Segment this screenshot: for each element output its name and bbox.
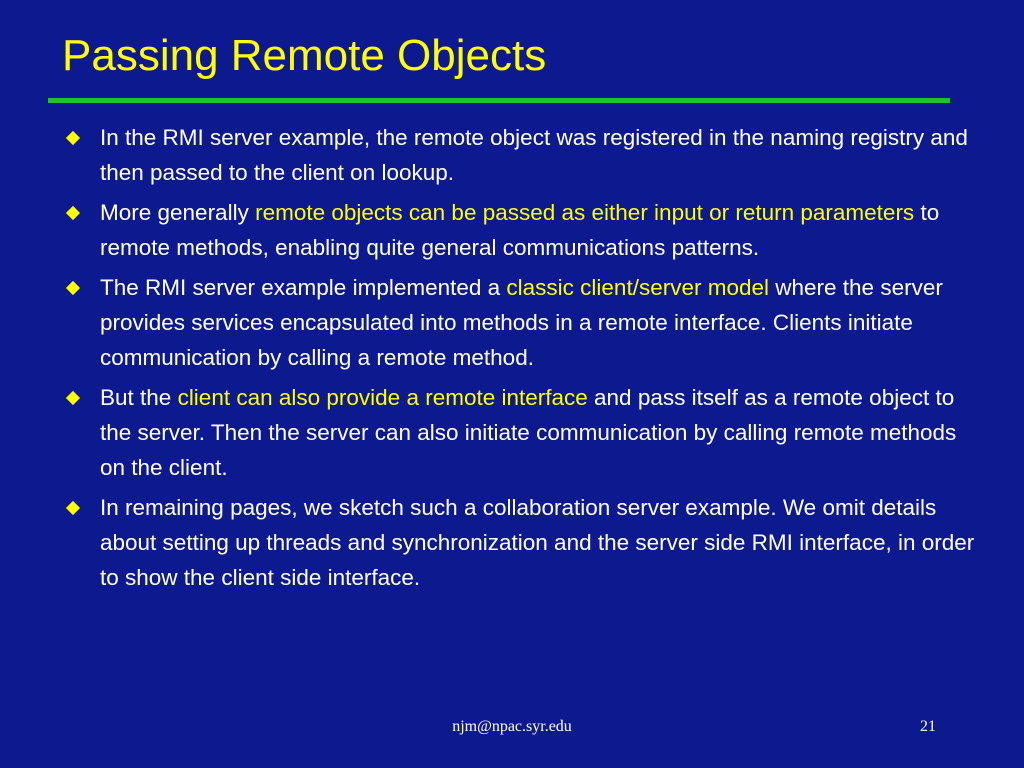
- bullet-item: [62, 195, 982, 265]
- bullet-text: More generally: [100, 200, 256, 225]
- diamond-icon: [66, 131, 80, 145]
- bullet-item: [62, 490, 982, 595]
- diamond-icon: [66, 391, 80, 405]
- bullet-text: In the RMI server example, the remote object was registered in the naming registry and then passed to the client on lookup.: [100, 125, 968, 185]
- bullet-highlight-text: classic client/server model: [506, 275, 769, 300]
- bullet-highlight-text: client can also provide a remote interface: [177, 385, 588, 410]
- diamond-icon: [66, 281, 80, 295]
- bullet-item: [62, 270, 982, 375]
- bullet-text: where the server provides services encapsulated into methods in a remote interface. Clients initiate communication by calling a remote method.: [100, 275, 943, 370]
- slide-title: Passing Remote Objects: [62, 31, 547, 80]
- bullet-item: [62, 380, 982, 485]
- title-underline-rule: [48, 98, 950, 103]
- bullet-text: to remote methods, enabling quite general communications patterns.: [100, 200, 940, 260]
- bullet-highlight-text: remote objects can be passed as either input or return parameters: [255, 200, 915, 225]
- bullet-text: But the: [100, 385, 178, 410]
- bullet-text: In remaining pages, we sketch such a collaboration server example. We omit details about setting up threads and synchronization and the server side RMI interface, in order to show the client side interface.: [100, 495, 975, 590]
- bullet-text: The RMI server example implemented a: [100, 275, 507, 300]
- bullet-text: and pass itself as a remote object to the server. Then the server can also initiate communication by calling remote methods on the client.: [100, 385, 957, 480]
- diamond-icon: [66, 501, 80, 515]
- bullet-item: [62, 120, 982, 190]
- bullet-list: [62, 120, 982, 600]
- diamond-icon: [66, 206, 80, 220]
- footer-email: njm@npac.syr.edu: [452, 718, 572, 735]
- page-number: 21: [920, 718, 936, 735]
